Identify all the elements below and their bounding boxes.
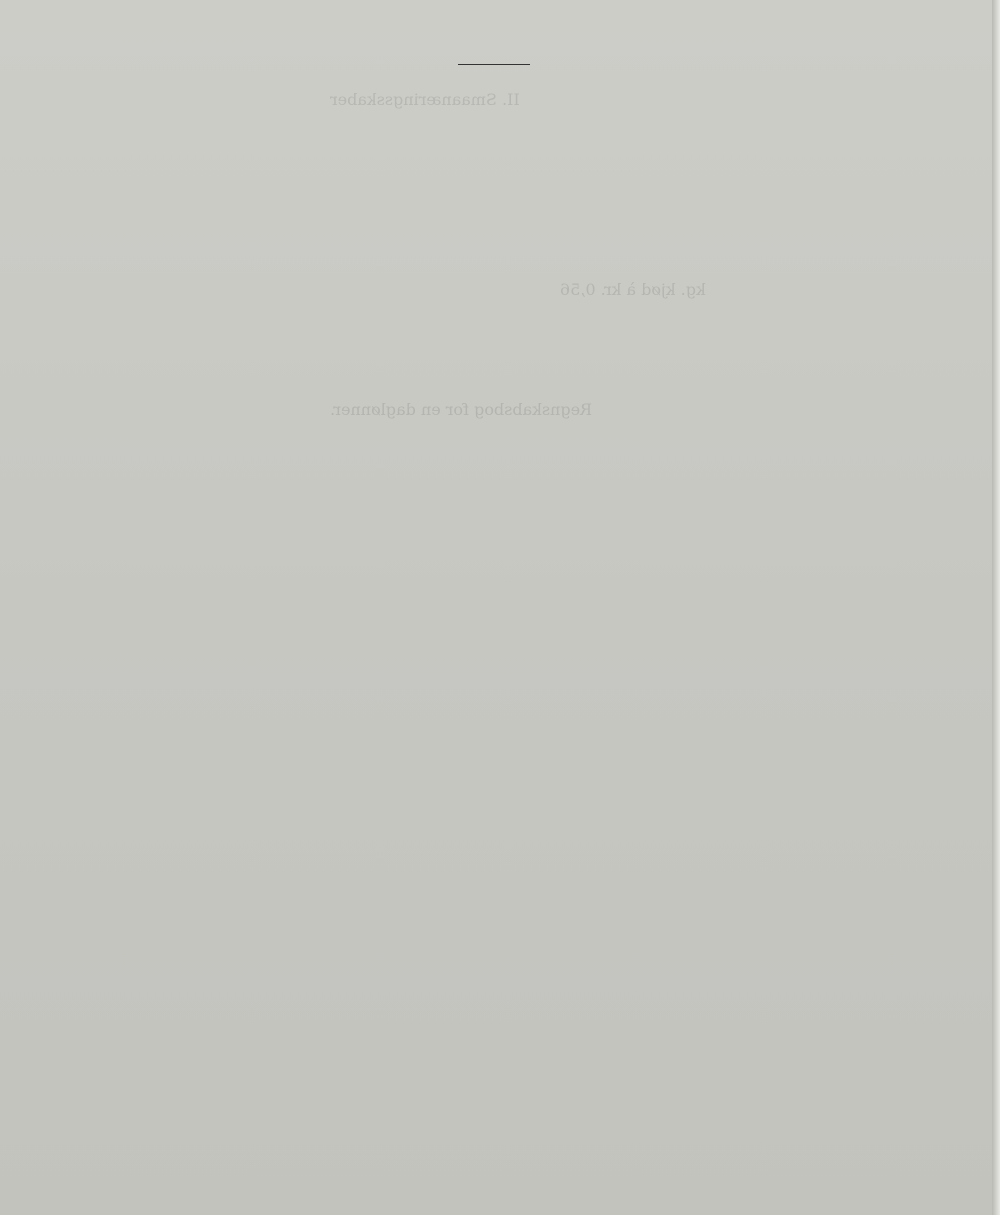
show-through-text: Regnskabsbog for en daglønner. xyxy=(330,400,593,419)
show-through-text: kg. kjød à kr. 0,56 xyxy=(560,280,706,299)
show-through-text: II. Smaanæringsskaber xyxy=(330,90,520,109)
